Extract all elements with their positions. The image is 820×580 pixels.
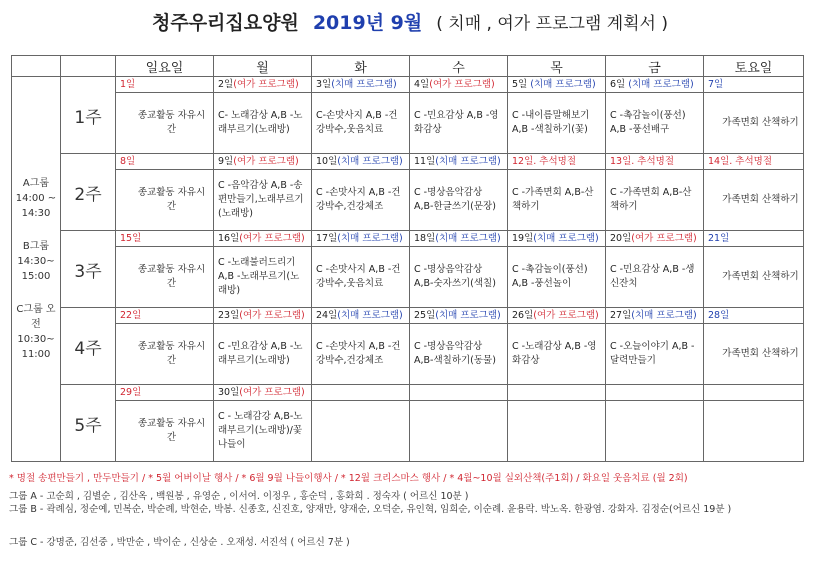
- week-label: 3주: [61, 231, 116, 308]
- activity-cell: C -손맛사지 A,B -건강박수,웃음치료: [312, 247, 410, 308]
- activity-cell: 가족면회 산책하기: [704, 324, 804, 385]
- group-b-time: B그룹 14:30~ 15:00: [17, 241, 55, 282]
- activity-cell: C -촉감놀이(풍선) A,B -풍선놀이: [508, 247, 606, 308]
- date-cell: [508, 385, 606, 401]
- activity-cell: C -민요감상 A,B -생신잔치: [606, 247, 704, 308]
- schedule-table: [11, 55, 804, 462]
- activity-cell: [410, 401, 508, 462]
- date-cell: 15일: [116, 231, 214, 247]
- title-date: 2019년 9월: [312, 12, 423, 34]
- date-cell: 5일 (치매 프로그램): [508, 77, 606, 93]
- date-cell: [704, 385, 804, 401]
- activity-cell: 가족면회 산책하기: [704, 93, 804, 154]
- week4-date-row: [12, 308, 804, 324]
- date-cell: 2일(여가 프로그램): [214, 77, 312, 93]
- week4-activity-row: [12, 324, 804, 385]
- activity-cell: C -민요감상 A,B -영화감상: [410, 93, 508, 154]
- header-corner: [12, 56, 61, 77]
- header-day-tue: 화: [312, 56, 410, 77]
- week-label: 5주: [61, 385, 116, 462]
- activity-cell: C -손맛사지 A,B -건강박수,건강체조: [312, 170, 410, 231]
- header-day-sun: 일요일: [116, 56, 214, 77]
- date-cell: [312, 385, 410, 401]
- date-cell: 21일: [704, 231, 804, 247]
- week-label: 2주: [61, 154, 116, 231]
- date-cell: 18일(치매 프로그램): [410, 231, 508, 247]
- week2-date-row: [12, 154, 804, 170]
- activity-cell: C -명상음악감상 A,B-색칠하기(동물): [410, 324, 508, 385]
- date-cell: 6일 (치매 프로그램): [606, 77, 704, 93]
- header-day-mon: 월: [214, 56, 312, 77]
- group-c-time: C그룹 오전 10:30~ 11:00: [16, 304, 56, 360]
- date-cell: 24일(치매 프로그램): [312, 308, 410, 324]
- events-note: * 명절 송편만들기 , 만두만들기 / * 5월 어버이날 행사 / * 6월 9월 나들이행사 / * 12월 크리스마스 행사 / * 4월~10월 실외산책(주1회) / 화요일 웃음치료 (월 2회): [9, 473, 688, 484]
- group-a-members: 그룹 A - 고순희 , 김별순 , 김산옥 , 백원봉 , 유영순 , 이서여. 이정우 , 홍순덕 , 홍화희 . 정숙자 ( 어르신 10분 ): [9, 491, 469, 502]
- header-day-wed: 수: [410, 56, 508, 77]
- activity-cell: C -노래감상 A,B -영화감상: [508, 324, 606, 385]
- date-cell: 25일(치매 프로그램): [410, 308, 508, 324]
- activity-cell: 종교활동 자유시간: [116, 170, 214, 231]
- week1-date-row: [12, 77, 804, 93]
- date-cell: 30일(여가 프로그램): [214, 385, 312, 401]
- activity-cell: [508, 401, 606, 462]
- activity-cell: C -가족면회 A,B-산책하기: [508, 170, 606, 231]
- week5-activity-row: [12, 401, 804, 462]
- group-a-time: A그룹 14:00 ~ 14:30: [15, 178, 57, 219]
- activity-cell: [704, 401, 804, 462]
- group-c-members: 그룹 C - 강명준, 김선중 , 박만순 , 박이순 , 신상순 . 오재성. 서진석 ( 어르신 7분 ): [9, 537, 350, 548]
- date-cell: 12일. 추석명절: [508, 154, 606, 170]
- date-cell: 11일(치매 프로그램): [410, 154, 508, 170]
- org-name: 청주우리집요양원: [151, 12, 299, 34]
- date-cell: 22일: [116, 308, 214, 324]
- page-title: [0, 8, 820, 35]
- date-cell: 26일(여가 프로그램): [508, 308, 606, 324]
- week3-activity-row: [12, 247, 804, 308]
- activity-cell: C-손맛사지 A,B -건강박수,웃음치료: [312, 93, 410, 154]
- activity-cell: C -명상음악감상 A,B-한글쓰기(문장): [410, 170, 508, 231]
- group-times: [12, 77, 61, 462]
- week2-activity-row: [12, 170, 804, 231]
- date-cell: 14일. 추석명절: [704, 154, 804, 170]
- activity-cell: 종교활동 자유시간: [116, 324, 214, 385]
- date-cell: 13일. 추석명절: [606, 154, 704, 170]
- header-day-sat: 토요일: [704, 56, 804, 77]
- date-cell: 19일(치매 프로그램): [508, 231, 606, 247]
- title-subtitle: ( 치매 , 여가 프로그램 계획서 ): [436, 14, 668, 34]
- activity-cell: 종교활동 자유시간: [116, 401, 214, 462]
- date-cell: [606, 385, 704, 401]
- header-day-fri: 금: [606, 56, 704, 77]
- week-label: 1주: [61, 77, 116, 154]
- week5-date-row: [12, 385, 804, 401]
- activity-cell: C -노래불러드리기 A,B -노래부르기(노래방): [214, 247, 312, 308]
- activity-cell: C -내이름말해보기 A,B -색칠하기(꽃): [508, 93, 606, 154]
- date-cell: 29일: [116, 385, 214, 401]
- header-day-thu: 목: [508, 56, 606, 77]
- week3-date-row: [12, 231, 804, 247]
- date-cell: 8일: [116, 154, 214, 170]
- date-cell: 3일(치매 프로그램): [312, 77, 410, 93]
- activity-cell: C -가족면회 A,B-산책하기: [606, 170, 704, 231]
- activity-cell: C -음악감상 A,B -송편만들기,노래부르기(노래방): [214, 170, 312, 231]
- date-cell: 10일(치매 프로그램): [312, 154, 410, 170]
- date-cell: 23일(여가 프로그램): [214, 308, 312, 324]
- date-cell: [410, 385, 508, 401]
- group-b-members: 그룹 B - 곽례심, 정순예, 민복순, 박순례, 박현순, 박봉. 신종호, 신진호, 양재만, 양재순, 오덕순, 유인혁, 임희순, 이순례. 윤용락. 박노옥. 한광염. 강화자. 김정순(어르신 19분 ): [9, 504, 732, 515]
- activity-cell: [606, 401, 704, 462]
- date-cell: 16일(여가 프로그램): [214, 231, 312, 247]
- activity-cell: C -오늘이야기 A,B -달력만들기: [606, 324, 704, 385]
- activity-cell: C -손맛사지 A,B -건강박수,건강체조: [312, 324, 410, 385]
- activity-cell: 가족면회 산책하기: [704, 170, 804, 231]
- date-cell: 1일: [116, 77, 214, 93]
- activity-cell: 가족면회 산책하기: [704, 247, 804, 308]
- activity-cell: [312, 401, 410, 462]
- header-row: [12, 56, 804, 77]
- activity-cell: 종교활동 자유시간: [116, 247, 214, 308]
- date-cell: 28일: [704, 308, 804, 324]
- date-cell: 27일(치매 프로그램): [606, 308, 704, 324]
- activity-cell: C- 노래감상 A,B -노래부르기(노래방): [214, 93, 312, 154]
- week-label: 4주: [61, 308, 116, 385]
- week1-activity-row: [12, 93, 804, 154]
- activity-cell: C -민요감상 A,B -노래부르기(노래방): [214, 324, 312, 385]
- date-cell: 17일(치매 프로그램): [312, 231, 410, 247]
- date-cell: 7일: [704, 77, 804, 93]
- activity-cell: C - 노래감강 A,B-노래부르기(노래방)/꽃나들이: [214, 401, 312, 462]
- activity-cell: 종교활동 자유시간: [116, 93, 214, 154]
- date-cell: 4일(여가 프로그램): [410, 77, 508, 93]
- date-cell: 9일(여가 프로그램): [214, 154, 312, 170]
- date-cell: 20일(여가 프로그램): [606, 231, 704, 247]
- activity-cell: C -촉감놀이(풍선) A,B -풍선배구: [606, 93, 704, 154]
- header-week-col: [61, 56, 116, 77]
- activity-cell: C -명상음악감상 A,B-숫자쓰기(색칠): [410, 247, 508, 308]
